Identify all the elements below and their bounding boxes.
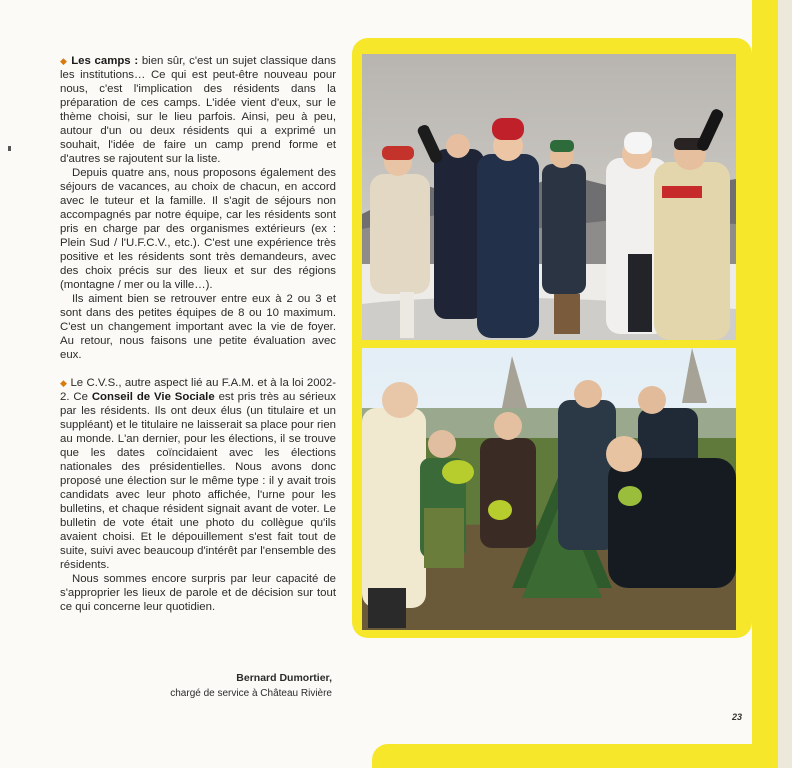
binding-mark bbox=[8, 146, 11, 151]
page-number: 23 bbox=[732, 712, 743, 722]
diamond-bullet-icon: ◆ bbox=[60, 378, 68, 388]
keyword-cvs: Conseil de Vie Sociale bbox=[91, 391, 215, 403]
article-body bbox=[60, 54, 336, 614]
camps-text: bien sûr, c'est un sujet classique dans les institutions… Ce qui est peut-être nouveau pour nous, c'est l'implication des résidents dans la préparation de ces camps. L'idée vient d'eux, sur le thème choisi, sur le lieu parfois. Ainsi, peu à peu, autour d'un ou deux résidents qui a exprimé un souhait, l'idée de faire un camp prend forme et d'autres se rajoutent sur la liste. bbox=[60, 55, 336, 165]
cvs-intro: Le C.V.S., autre aspect lié au F.A.M. et à la loi 2002-2. Ce bbox=[60, 377, 337, 403]
signature bbox=[150, 670, 332, 702]
paragraph-conclusion: Nous sommes encore surpris par leur capacité de s'approprier les lieux de parole et de décision sur tout ce qui concerne leur quotidien. bbox=[60, 573, 336, 613]
yellow-side-band bbox=[752, 0, 778, 768]
author-role: chargé de service à Château Rivière bbox=[170, 688, 332, 699]
yellow-bottom-band bbox=[372, 744, 778, 768]
paragraph-camps bbox=[60, 54, 336, 166]
page-edge bbox=[778, 0, 792, 768]
paragraph-cvs bbox=[60, 376, 336, 572]
paragraph-sejours: Depuis quatre ans, nous proposons également des séjours de vacances, au choix de chacun, en accord avec le tuteur et la famille. Il s'agit de séjours non accompagnés par notre équipe, car les résidents sont pris en charge par des organismes extérieurs (ex : Plein Sud / l'U.F.C.V., etc.). C'est une expérience très positive et les résidents sont très demandeurs, avec des choix précis sur des lieux et sur des régions (montagne / mer ou la ville…). bbox=[60, 167, 336, 291]
diamond-bullet-icon: ◆ bbox=[60, 56, 68, 66]
author-name: Bernard Dumortier, bbox=[236, 672, 332, 684]
photo-snow-group bbox=[362, 54, 736, 340]
photo-tree-planting bbox=[362, 348, 736, 630]
keyword-camps: Les camps : bbox=[71, 55, 139, 67]
paragraph-equipes: Ils aiment bien se retrouver entre eux à 2 ou 3 et sont dans des petites équipes de 8 ou 10 maximum. C'est un changement important avec la vie de foyer. Au retour, nous faisons une petite évaluation avec eux. bbox=[60, 293, 336, 361]
cvs-text: est pris très au sérieux par les résidents. Ils ont deux élus (un titulaire et un suppléant) et le titulaire ne laisserait sa place pour rien au monde. L'an dernier, pour les élections, il se trouve que les dates coïncidaient avec les élections nationales des présidentielles. Nous avons donc proposé une élection sur le même type : il y avait trois candidats avec leur photo affichée, l'urne pour les bulletins, et chaque résident signait avant de voter. Le bulletin de vote était une photo du collègue qu'ils avaient choisi. Et le dépouillement s'est fait tout de suite, suivi avec beaucoup d'intérêt par l'ensemble des résidents. bbox=[60, 391, 336, 571]
